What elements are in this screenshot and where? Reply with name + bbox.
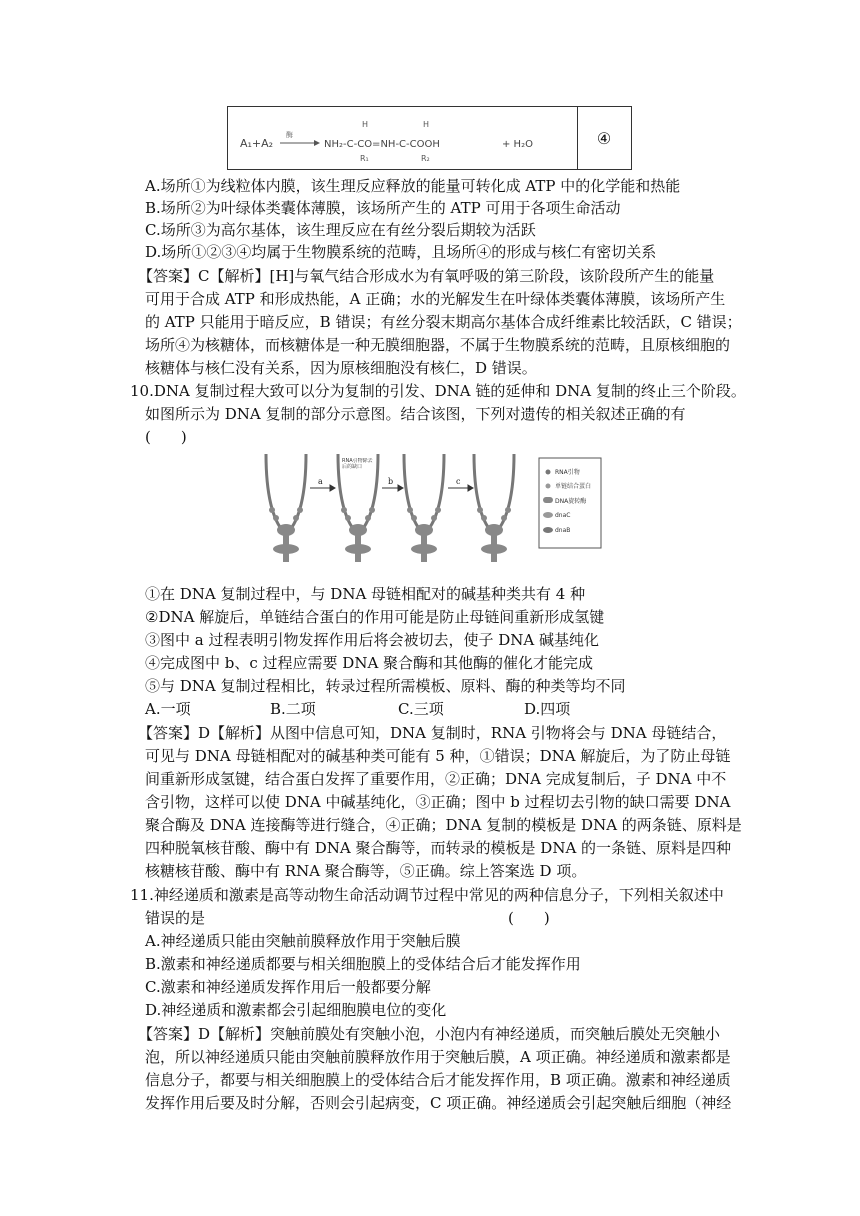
q10-item: ④完成图中 b、c 过程应需要 DNA 聚合酶和其他酶的催化才能完成 bbox=[145, 654, 594, 672]
q11-answer-line: 发挥作用后要及时分解，否则会引起病变，C 项正确。神经递质会引起突触后细胞（神经 bbox=[145, 1094, 732, 1112]
q10-stem-line: ( ) bbox=[145, 428, 187, 446]
q11-option-a: A.神经递质只能由突触前膜释放作用于突触后膜 bbox=[145, 932, 461, 950]
legend-ssb: 单链结合蛋白 bbox=[555, 483, 592, 490]
q10-item: ①在 DNA 复制过程中，与 DNA 母链相配对的碱基种类共有 4 种 bbox=[145, 585, 586, 603]
reaction-table bbox=[227, 106, 632, 170]
q11-option-b: B.激素和神经递质都要与相关细胞膜上的受体结合后才能发挥作用 bbox=[145, 955, 581, 973]
h2: H bbox=[423, 120, 430, 129]
q10-stem-line: 10.DNA 复制过程大致可以分为复制的引发、DNA 链的延伸和 DNA 复制的终止三个阶段。 bbox=[130, 382, 746, 400]
q10-item: ⑤与 DNA 复制过程相比，转录过程所需模板、原料、酶的种类等均不同 bbox=[145, 677, 626, 695]
q11-stem-bracket: ( ) bbox=[508, 909, 550, 927]
q9-answer-line: 可用于合成 ATP 和形成热能，A 正确；水的光解发生在叶绿体类囊体薄膜，该场所产生 bbox=[145, 290, 726, 308]
q10-answer-line: 核糖核苷酸、酶中有 RNA 聚合酶等，⑤正确。综上答案选 D 项。 bbox=[145, 862, 587, 880]
reaction-formula bbox=[236, 115, 571, 163]
arrow-c-label: c bbox=[456, 477, 461, 486]
legend-rna-primer: RNA引物 bbox=[555, 469, 580, 476]
catalyst-label: 酶 bbox=[286, 131, 293, 139]
arrow-b-label: b bbox=[388, 477, 394, 486]
q10-answer-line: 含引物，这样可以使 DNA 中碱基纯化，③正确；图中 b 过程切去引物的缺口需要 DNA bbox=[145, 793, 731, 811]
q10-answer-line: 聚合酶及 DNA 连接酶等进行缝合，④正确；DNA 复制的模板是 DNA 的两条链、原料是 bbox=[145, 816, 742, 834]
arrow-a-label: a bbox=[318, 477, 323, 486]
q10-answer-line: 可见与 DNA 母链相配对的碱基种类可能有 5 种，①错误；DNA 解旋后，为了防止母链 bbox=[145, 747, 731, 765]
q9-option-b: B.场所②为叶绿体类囊体薄膜，该场所产生的 ATP 可用于各项生命活动 bbox=[145, 199, 621, 217]
q9-option-d: D.场所①②③④均属于生物膜系统的范畴，且场所④的形成与核仁有密切关系 bbox=[145, 243, 657, 261]
q10-choice-d: D.四项 bbox=[524, 700, 571, 718]
q10-stem-line: 如图所示为 DNA 复制的部分示意图。结合该图，下列对遗传的相关叙述正确的有 bbox=[145, 405, 686, 423]
q10-answer-line: 间重新形成氢键，结合蛋白发挥了重要作用，②正确；DNA 完成复制后，子 DNA 中不 bbox=[145, 770, 727, 788]
q10-choice-b: B.二项 bbox=[270, 700, 316, 718]
r1: R₁ bbox=[360, 154, 369, 163]
primer-gap-note: RNA引物除去后的缺口 bbox=[342, 458, 373, 470]
q9-answer-line: 的 ATP 只能用于暗反应，B 错误；有丝分裂末期高尔基体合成纤维素比较活跃，C 错误； bbox=[145, 313, 742, 331]
q10-item: ③图中 a 过程表明引物发挥作用后将会被切去，使子 DNA 碱基纯化 bbox=[145, 631, 600, 649]
reactants: A₁+A₂ bbox=[240, 137, 274, 150]
product-chain: NH₂-C-CO=NH-C-COOH bbox=[324, 139, 440, 150]
q11-option-d: D.神经递质和激素都会引起细胞膜电位的变化 bbox=[145, 1001, 447, 1019]
q10-item: ②DNA 解旋后，单链结合蛋白的作用可能是防止母链间重新形成氢键 bbox=[145, 608, 605, 626]
legend-dnac: dnaC bbox=[555, 512, 571, 519]
h1: H bbox=[362, 120, 369, 129]
water: + H₂O bbox=[502, 139, 533, 150]
q11-stem-line: 11.神经递质和激素是高等动物生命活动调节过程中常见的两种信息分子，下列相关叙述中 bbox=[130, 886, 724, 904]
q11-option-c: C.激素和神经递质发挥作用后一般都要分解 bbox=[145, 978, 431, 996]
q10-choice-c: C.三项 bbox=[398, 700, 444, 718]
q10-answer-line: 【答案】D【解析】从图中信息可知，DNA 复制时，RNA 引物将会与 DNA 母链结合， bbox=[138, 724, 727, 742]
q9-answer-line: 核糖体与核仁没有关系，因为原核细胞没有核仁，D 错误。 bbox=[145, 359, 537, 377]
q9-option-a: A.场所①为线粒体内膜，该生理反应释放的能量可转化成 ATP 中的化学能和热能 bbox=[145, 177, 681, 195]
q9-answer-line: 场所④为核糖体，而核糖体是一种无膜细胞器，不属于生物膜系统的范畴，且原核细胞的 bbox=[145, 336, 731, 354]
q9-answer-line: 【答案】C【解析】[H]与氧气结合形成水为有氧呼吸的第三阶段，该阶段所产生的能量 bbox=[138, 267, 715, 285]
q10-answer-line: 四种脱氧核苷酸、酶中有 DNA 聚合酶等，而转录的模板是 DNA 的一条链、原料是四种 bbox=[145, 839, 732, 857]
legend-dnab: dnaB bbox=[555, 527, 571, 534]
legend-gyrase: DNA旋转酶 bbox=[555, 498, 587, 505]
q11-answer-line: 泡，所以神经递质只能由突触前膜释放作用于突触后膜，A 项正确。神经递质和激素都是 bbox=[145, 1048, 731, 1066]
q11-stem-line: 错误的是 bbox=[145, 909, 206, 927]
q11-answer-line: 信息分子，都要与相关细胞膜上的受体结合后才能发挥作用，B 项正确。激素和神经递质 bbox=[145, 1071, 731, 1089]
r2: R₂ bbox=[421, 154, 430, 163]
q9-option-c: C.场所③为高尔基体，该生理反应在有丝分裂后期较为活跃 bbox=[145, 221, 536, 239]
site-number: ④ bbox=[596, 128, 612, 148]
q10-choice-a: A.一项 bbox=[145, 700, 191, 718]
dna-replication-figure bbox=[258, 452, 603, 564]
q11-answer-line: 【答案】D【解析】突触前膜处有突触小泡，小泡内有神经递质，而突触后膜处无突触小 bbox=[138, 1025, 721, 1043]
